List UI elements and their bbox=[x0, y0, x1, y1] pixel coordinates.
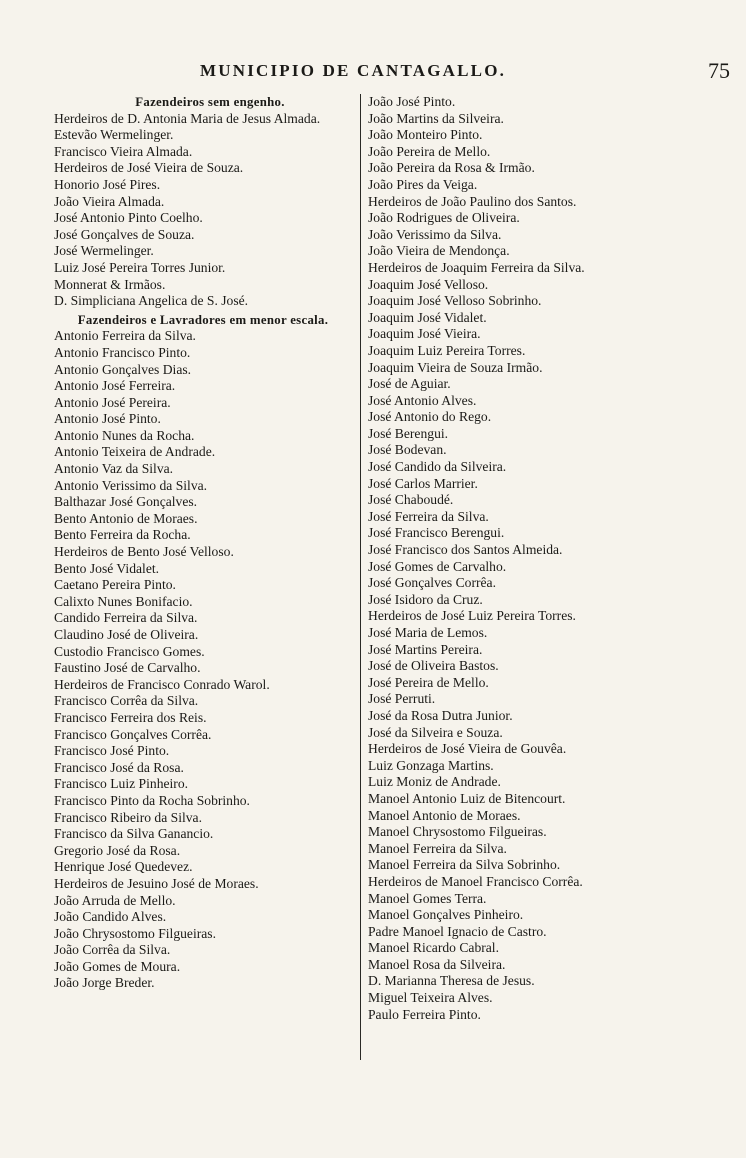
list-item: Herdeiros de Manoel Francisco Corrêa. bbox=[368, 873, 583, 889]
list-item: José de Aguiar. bbox=[368, 376, 451, 392]
list-item: José da Rosa Dutra Junior. bbox=[368, 707, 513, 723]
list-item: José de Oliveira Bastos. bbox=[368, 658, 499, 674]
list-item: Bento Ferreira da Rocha. bbox=[54, 527, 191, 543]
list-item: João Verissimo da Silva. bbox=[368, 226, 502, 242]
list-item: José Wermelinger. bbox=[54, 243, 154, 259]
list-item: Joaquim Vieira de Souza Irmão. bbox=[368, 359, 543, 375]
list-item: Manoel Antonio Luiz de Bitencourt. bbox=[368, 790, 566, 806]
list-item: João Pereira da Rosa & Irmão. bbox=[368, 160, 535, 176]
list-item: Joaquim Luiz Pereira Torres. bbox=[368, 342, 526, 358]
list-item: José Antonio Alves. bbox=[368, 392, 477, 408]
list-item: João Monteiro Pinto. bbox=[368, 127, 483, 143]
list-item: D. Marianna Theresa de Jesus. bbox=[368, 973, 535, 989]
list-item: José Chaboudé. bbox=[368, 492, 454, 508]
list-item: Herdeiros de Jesuino José de Moraes. bbox=[54, 875, 259, 891]
list-item: Caetano Pereira Pinto. bbox=[54, 577, 176, 593]
list-item: Francisco José da Rosa. bbox=[54, 759, 184, 775]
list-item: Honorio José Pires. bbox=[54, 176, 161, 192]
list-item: Bento Antonio de Moraes. bbox=[54, 510, 198, 526]
list-item: Joaquim José Velloso. bbox=[368, 276, 489, 292]
section-title-lavradores-menor-escala: Fazendeiros e Lavradores em menor escala. bbox=[77, 312, 329, 327]
list-item: Antonio Nunes da Rocha. bbox=[54, 427, 195, 443]
list-item: Manoel Chrysostomo Filgueiras. bbox=[368, 824, 547, 840]
list-item: José Berengui. bbox=[368, 425, 449, 441]
list-item: Calixto Nunes Bonifacio. bbox=[54, 593, 193, 609]
list-item: José Francisco Berengui. bbox=[368, 525, 505, 541]
list-item: Custodio Francisco Gomes. bbox=[54, 643, 205, 659]
list-item: Francisco Ribeiro da Silva. bbox=[54, 809, 202, 825]
list-item: Antonio Ferreira da Silva. bbox=[54, 328, 196, 344]
list-item: Francisco Ferreira dos Reis. bbox=[54, 709, 207, 725]
list-item: José Isidoro da Cruz. bbox=[368, 591, 483, 607]
list-item: João Rodrigues de Oliveira. bbox=[368, 210, 520, 226]
list-item: Antonio Vaz da Silva. bbox=[54, 461, 174, 477]
list-item: João Vieira de Mendonça. bbox=[368, 243, 510, 259]
list-item: Francisco da Silva Ganancio. bbox=[54, 826, 214, 842]
list-item: José Perruti. bbox=[368, 691, 436, 707]
list-item: Joaquim José Vidalet. bbox=[368, 309, 487, 325]
list-item: Manoel Ricardo Cabral. bbox=[368, 940, 499, 956]
list-item: José da Silveira e Souza. bbox=[368, 724, 503, 740]
list-item: Francisco Pinto da Rocha Sobrinho. bbox=[54, 792, 250, 808]
page-number: 75 bbox=[708, 58, 730, 83]
list-item: D. Simpliciana Angelica de S. José. bbox=[54, 293, 249, 309]
page-header bbox=[200, 58, 730, 88]
list-item: João Vieira Almada. bbox=[54, 193, 165, 209]
list-item: João Pires da Veiga. bbox=[368, 176, 478, 192]
list-item: Paulo Ferreira Pinto. bbox=[368, 1006, 481, 1022]
list-item: Manoel Gomes Terra. bbox=[368, 890, 487, 906]
list-item: Francisco Gonçalves Corrêa. bbox=[54, 726, 212, 742]
list-item: João Pereira de Mello. bbox=[368, 143, 491, 159]
list-item: Manoel Antonio de Moraes. bbox=[368, 807, 521, 823]
list-item: José Gonçalves Corrêa. bbox=[368, 575, 496, 591]
list-item: José Antonio do Rego. bbox=[368, 409, 492, 425]
left-column bbox=[50, 94, 356, 992]
list-item: João José Pinto. bbox=[368, 94, 456, 109]
list-item: José Gonçalves de Souza. bbox=[54, 226, 195, 242]
list-item: Faustino José de Carvalho. bbox=[54, 660, 201, 676]
list-item: Manoel Ferreira da Silva Sobrinho. bbox=[368, 857, 561, 873]
list-item: José Gomes de Carvalho. bbox=[368, 558, 507, 574]
list-item: José Antonio Pinto Coelho. bbox=[54, 210, 203, 226]
list-item: Gregorio José da Rosa. bbox=[54, 842, 181, 858]
list-item: José Martins Pereira. bbox=[368, 641, 483, 657]
section-title-fazendeiros-sem-engenho: Fazendeiros sem engenho. bbox=[135, 95, 285, 109]
list-item: João Jorge Breder. bbox=[54, 975, 155, 991]
list-item: João Candido Alves. bbox=[54, 909, 167, 925]
list-item: Henrique José Quedevez. bbox=[54, 859, 193, 875]
list-item: João Chrysostomo Filgueiras. bbox=[54, 925, 216, 941]
list-item: Bento José Vidalet. bbox=[54, 560, 160, 576]
list-item: João Martins da Silveira. bbox=[368, 110, 504, 126]
list-item: Herdeiros de José Vieira de Souza. bbox=[54, 160, 244, 176]
list-item: Estevão Wermelinger. bbox=[54, 127, 174, 143]
list-item: Claudino José de Oliveira. bbox=[54, 627, 199, 642]
list-item: José Pereira de Mello. bbox=[368, 674, 489, 690]
list-item: Herdeiros de D. Antonia Maria de Jesus Almada. bbox=[54, 110, 321, 126]
list-item: Herdeiros de Bento José Velloso. bbox=[54, 544, 234, 560]
list-item: Manoel Ferreira da Silva. bbox=[368, 840, 507, 856]
page-title: MUNICIPIO DE CANTAGALLO. bbox=[200, 61, 507, 80]
list-item: Francisco Vieira Almada. bbox=[54, 143, 193, 159]
list-item: Monnerat & Irmãos. bbox=[54, 276, 166, 292]
list-item: Antonio José Ferreira. bbox=[54, 378, 176, 394]
list-item: Herdeiros de João Paulino dos Santos. bbox=[368, 193, 577, 209]
list-item: José Candido da Silveira. bbox=[368, 459, 507, 475]
list-item: Miguel Teixeira Alves. bbox=[368, 990, 493, 1006]
section-list-fazendeiros-sem-engenho bbox=[50, 111, 356, 310]
list-item: João Arruda de Mello. bbox=[54, 892, 176, 908]
list-item: José Carlos Marrier. bbox=[368, 475, 478, 491]
list-item: Antonio Verissimo da Silva. bbox=[54, 477, 208, 493]
list-item: Francisco Luiz Pinheiro. bbox=[54, 776, 189, 792]
list-item: João Gomes de Moura. bbox=[54, 958, 181, 974]
list-item: Candido Ferreira da Silva. bbox=[54, 610, 198, 626]
list-item: Luiz Moniz de Andrade. bbox=[368, 774, 501, 790]
list-item: Herdeiros de José Vieira de Gouvêa. bbox=[368, 741, 567, 757]
list-item: Joaquim José Vieira. bbox=[368, 326, 481, 342]
column-divider bbox=[360, 94, 361, 1060]
list-item: Balthazar José Gonçalves. bbox=[54, 494, 198, 510]
list-item: Antonio Teixeira de Andrade. bbox=[54, 444, 216, 460]
list-item: Luiz José Pereira Torres Junior. bbox=[54, 259, 226, 275]
list-item: Luiz Gonzaga Martins. bbox=[368, 757, 494, 773]
list-item: Herdeiros de Joaquim Ferreira da Silva. bbox=[368, 259, 585, 275]
list-item: Herdeiros de José Luiz Pereira Torres. bbox=[368, 608, 576, 624]
list-item: Padre Manoel Ignacio de Castro. bbox=[368, 923, 547, 939]
list-item: Francisco José Pinto. bbox=[54, 743, 170, 759]
right-column bbox=[368, 94, 730, 1023]
list-item: José Ferreira da Silva. bbox=[368, 508, 489, 524]
list-item: Manoel Gonçalves Pinheiro. bbox=[368, 907, 524, 923]
list-item: João Corrêa da Silva. bbox=[54, 942, 171, 958]
list-item: Antonio José Pereira. bbox=[54, 394, 171, 410]
list-item: Antonio Gonçalves Dias. bbox=[54, 361, 192, 377]
list-item: Antonio Francisco Pinto. bbox=[54, 344, 191, 360]
list-item: Joaquim José Velloso Sobrinho. bbox=[368, 293, 542, 309]
list-item: Manoel Rosa da Silveira. bbox=[368, 956, 506, 972]
section-list-lavradores-menor-escala bbox=[50, 328, 356, 992]
list-item: Herdeiros de Francisco Conrado Warol. bbox=[54, 676, 270, 692]
list-item: José Bodevan. bbox=[368, 442, 447, 458]
list-item: Antonio José Pinto. bbox=[54, 411, 161, 427]
list-item: José Maria de Lemos. bbox=[368, 625, 488, 640]
list-item: Francisco Corrêa da Silva. bbox=[54, 693, 199, 709]
list-item: José Francisco dos Santos Almeida. bbox=[368, 542, 563, 558]
